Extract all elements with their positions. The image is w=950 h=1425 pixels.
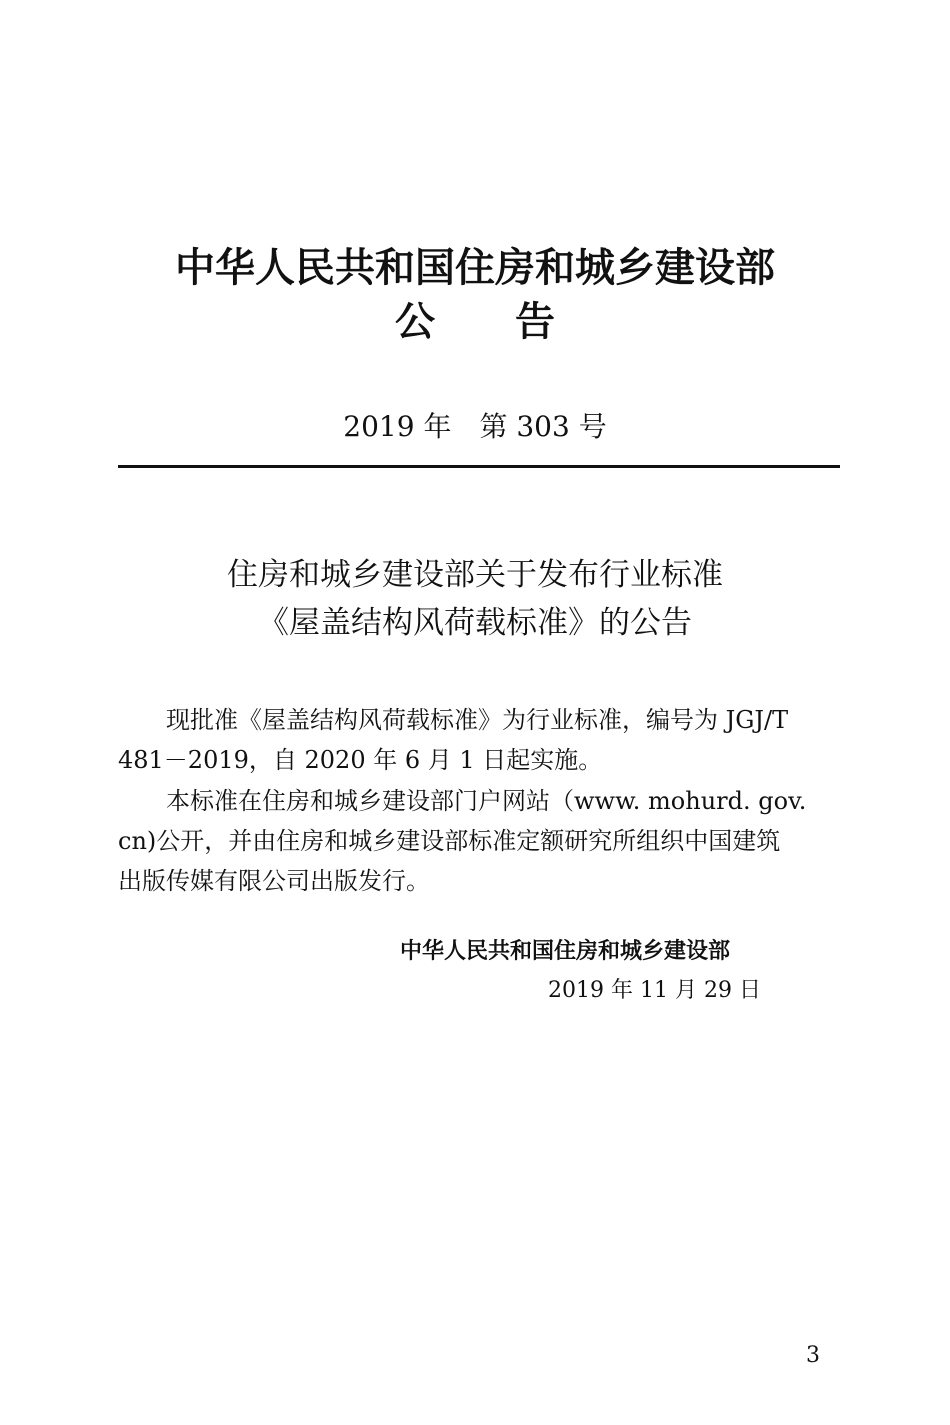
body-line: cn)公开，并由住房和城乡建设部标准定额研究所组织中国建筑 <box>118 827 781 855</box>
body-line: 出版传媒有限公司出版发行。 <box>118 867 430 895</box>
page-number: 3 <box>806 1343 820 1368</box>
signature-org: 中华人民共和国住房和城乡建设部 <box>400 939 731 964</box>
announcement-number: 2019 年 第 303 号 <box>343 410 607 443</box>
announcement-title-line-2: 《屋盖结构风荷载标准》的公告 <box>258 605 692 641</box>
body-line: 本标准在住房和城乡建设部门户网站（www. mohurd. gov. <box>118 787 807 815</box>
issuer-heading: 中华人民共和国住房和城乡建设部 <box>175 245 775 291</box>
doc-type-heading: 公 告 <box>395 299 555 345</box>
signature-date: 2019 年 11 月 29 日 <box>548 978 761 1003</box>
announcement-title-line-1: 住房和城乡建设部关于发布行业标准 <box>227 557 723 593</box>
body-line: 现批准《屋盖结构风荷载标准》为行业标准，编号为 JGJ/T <box>118 706 789 734</box>
divider-rule <box>118 465 840 468</box>
body-line: 481－2019，自 2020 年 6 月 1 日起实施。 <box>118 746 603 774</box>
